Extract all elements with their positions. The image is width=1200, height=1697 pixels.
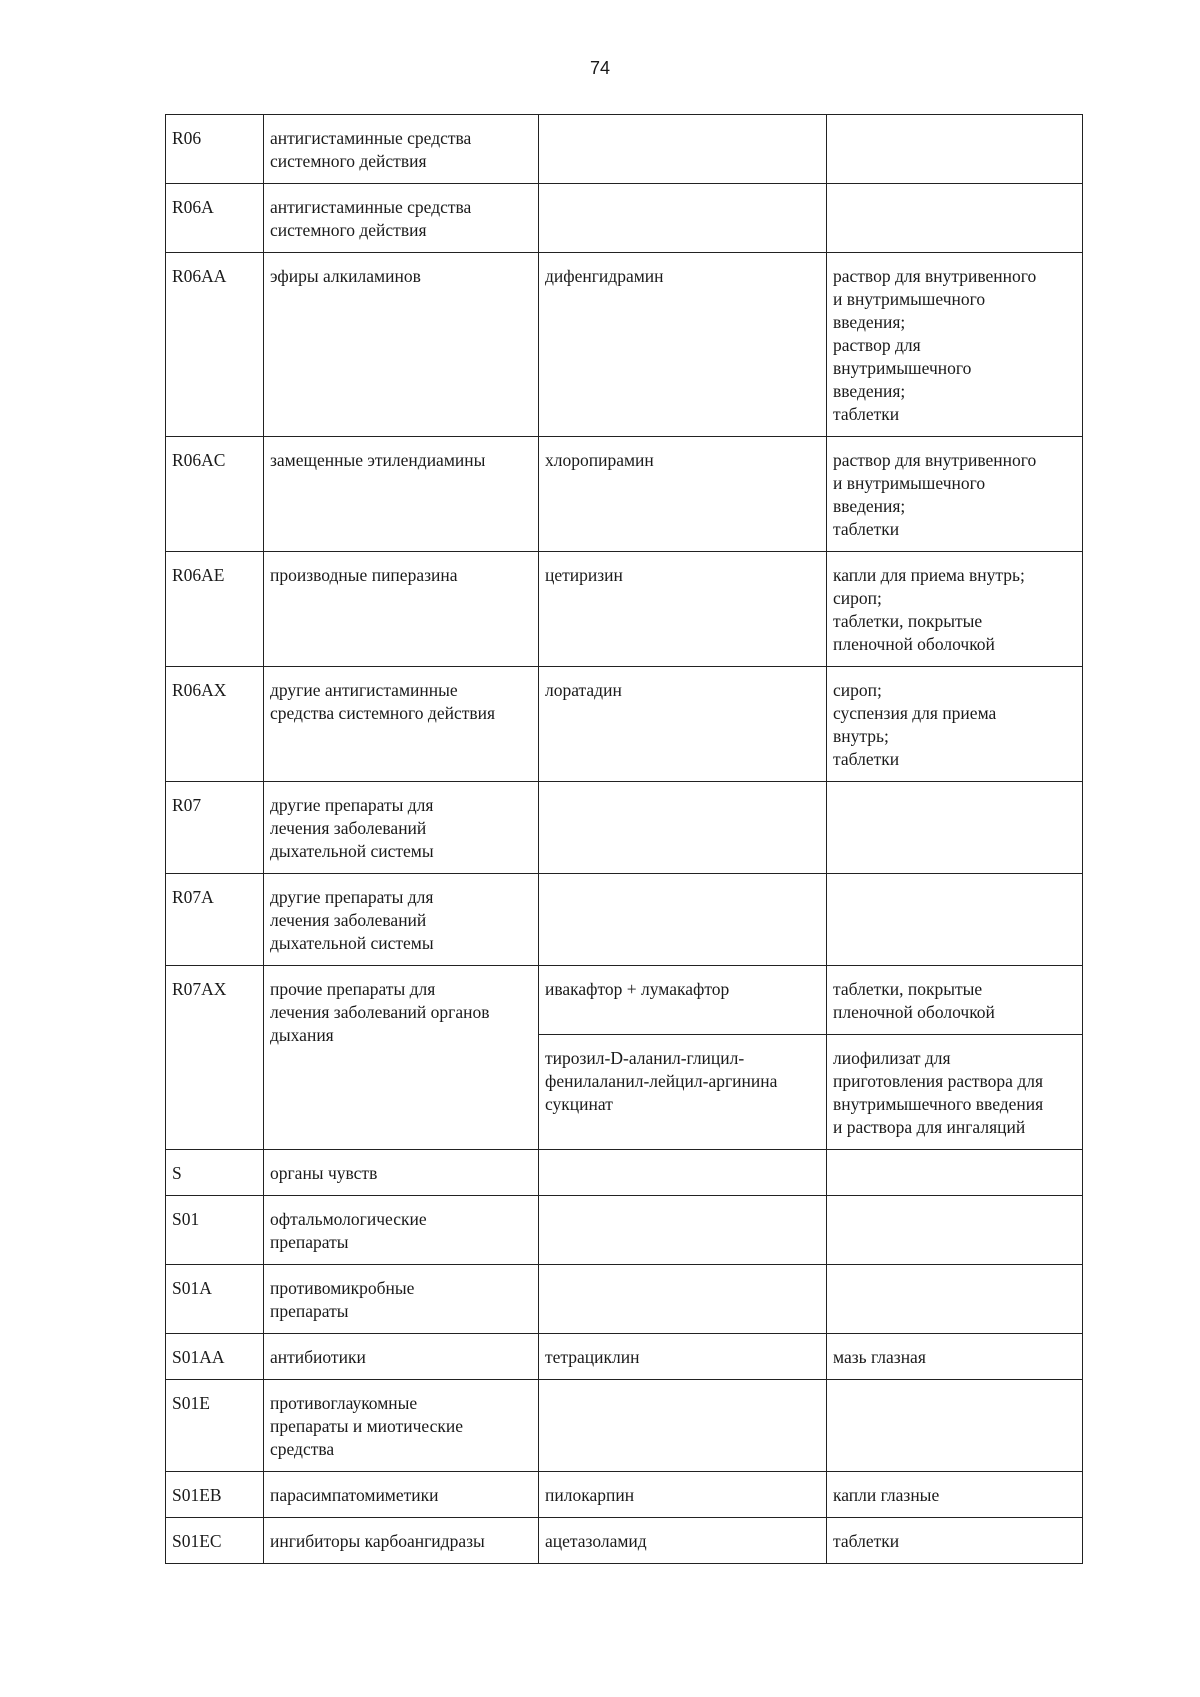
group-name-cell-line: системного действия (270, 220, 427, 240)
dosage-form-cell-line: мазь глазная (833, 1347, 926, 1367)
dosage-form-cell (827, 1196, 1083, 1265)
drug-name-cell (539, 1196, 827, 1265)
table-row (166, 1472, 1083, 1518)
group-name-cell-line: лечения заболеваний органов (270, 1002, 490, 1022)
group-name-cell-line: препараты и миотические (270, 1416, 463, 1436)
table-row (166, 1150, 1083, 1196)
dosage-form-cell-line: сироп; (833, 588, 882, 608)
dosage-form-cell-line: и внутримышечного (833, 473, 986, 493)
group-name-cell (264, 1380, 539, 1472)
dosage-form-cell-line: приготовления раствора для (833, 1071, 1043, 1091)
group-name-cell-line: препараты (270, 1301, 349, 1321)
dosage-form-cell (827, 1334, 1083, 1380)
atc-code-cell-line: S01EC (172, 1531, 222, 1551)
dosage-form-cell (827, 1150, 1083, 1196)
atc-code-cell (166, 667, 264, 782)
group-name-cell-line: лечения заболеваний (270, 910, 427, 930)
atc-code-cell (166, 1334, 264, 1380)
group-name-cell (264, 1334, 539, 1380)
group-name-cell-line: системного действия (270, 151, 427, 171)
group-name-cell-line: антигистаминные средства (270, 128, 472, 148)
dosage-form-cell (827, 667, 1083, 782)
group-name-cell (264, 1472, 539, 1518)
dosage-form-cell (827, 253, 1083, 437)
drug-name-cell (539, 1518, 827, 1564)
drug-name-cell-line: сукцинат (545, 1094, 613, 1114)
drug-name-cell (539, 782, 827, 874)
atc-code-cell (166, 437, 264, 552)
drug-name-cell-line: хлоропирамин (545, 450, 654, 470)
drug-name-cell (539, 115, 827, 184)
group-name-cell (264, 1265, 539, 1334)
table-row (166, 1265, 1083, 1334)
dosage-form-cell-line: внутримышечного (833, 358, 972, 378)
group-name-cell-line: противомикробные (270, 1278, 415, 1298)
dosage-form-cell-line: капли глазные (833, 1485, 940, 1505)
group-name-cell (264, 874, 539, 966)
atc-code-cell (166, 782, 264, 874)
drug-name-cell (539, 1472, 827, 1518)
atc-code-cell (166, 1472, 264, 1518)
dosage-form-cell-line: таблетки (833, 519, 900, 539)
dosage-form-cell (827, 1035, 1083, 1150)
dosage-form-cell-line: лиофилизат для (833, 1048, 951, 1068)
atc-code-cell (166, 1150, 264, 1196)
dosage-form-cell (827, 552, 1083, 667)
group-name-cell-line: противоглаукомные (270, 1393, 418, 1413)
dosage-form-cell-line: таблетки, покрытые (833, 979, 983, 999)
atc-code-cell-line: S01EB (172, 1485, 222, 1505)
atc-code-cell-line: S01E (172, 1393, 210, 1413)
dosage-form-cell-line: раствор для внутривенного (833, 266, 1037, 286)
dosage-form-cell (827, 1472, 1083, 1518)
group-name-cell-line: другие препараты для (270, 887, 434, 907)
dosage-form-cell-line: пленочной оболочкой (833, 634, 995, 654)
atc-code-cell (166, 966, 264, 1150)
drug-name-cell-line: фенилаланил-лейцил-аргинина (545, 1071, 778, 1091)
dosage-form-cell-line: введения; (833, 496, 906, 516)
table-row (166, 667, 1083, 782)
drug-name-cell (539, 184, 827, 253)
atc-code-cell-line: R06AX (172, 680, 227, 700)
group-name-cell-line: дыхания (270, 1025, 334, 1045)
atc-code-cell-line: S01 (172, 1209, 200, 1229)
group-name-cell-line: антигистаминные средства (270, 197, 472, 217)
atc-code-cell (166, 1196, 264, 1265)
group-name-cell (264, 667, 539, 782)
table-row (166, 1196, 1083, 1265)
table-row (166, 253, 1083, 437)
group-name-cell-line: замещенные этилендиамины (270, 450, 486, 470)
dosage-form-cell-line: суспензия для приема (833, 703, 997, 723)
atc-code-cell (166, 1380, 264, 1472)
atc-code-cell-line: R06AA (172, 266, 227, 286)
dosage-form-cell-line: раствор для (833, 335, 921, 355)
group-name-cell-line: средства системного действия (270, 703, 496, 723)
group-name-cell-line: дыхательной системы (270, 933, 434, 953)
group-name-cell-line: эфиры алкиламинов (270, 266, 421, 286)
table-row (166, 874, 1083, 966)
dosage-form-cell-line: таблетки (833, 404, 900, 424)
atc-code-cell (166, 253, 264, 437)
dosage-form-cell-line: введения; (833, 381, 906, 401)
drug-name-cell (539, 552, 827, 667)
dosage-form-cell (827, 782, 1083, 874)
dosage-form-cell (827, 874, 1083, 966)
group-name-cell (264, 552, 539, 667)
drug-name-cell-line: тетрациклин (545, 1347, 640, 1367)
dosage-form-cell (827, 966, 1083, 1035)
group-name-cell (264, 1196, 539, 1265)
dosage-form-cell (827, 184, 1083, 253)
group-name-cell-line: ингибиторы карбоангидразы (270, 1531, 485, 1551)
table-row (166, 552, 1083, 667)
dosage-form-cell-line: внутримышечного введения (833, 1094, 1044, 1114)
atc-code-cell-line: R07AX (172, 979, 227, 999)
table-row (166, 437, 1083, 552)
group-name-cell (264, 966, 539, 1150)
dosage-form-cell (827, 1518, 1083, 1564)
atc-code-cell-line: R06A (172, 197, 214, 217)
group-name-cell-line: органы чувств (270, 1163, 378, 1183)
dosage-form-cell-line: сироп; (833, 680, 882, 700)
atc-code-cell (166, 552, 264, 667)
dosage-form-cell (827, 115, 1083, 184)
group-name-cell-line: офтальмологические (270, 1209, 427, 1229)
group-name-cell (264, 1518, 539, 1564)
drug-name-cell-line: ивакафтор + лумакафтор (545, 979, 730, 999)
table-row (166, 184, 1083, 253)
dosage-form-cell (827, 1380, 1083, 1472)
drug-name-cell (539, 437, 827, 552)
group-name-cell (264, 1150, 539, 1196)
drug-name-cell (539, 1334, 827, 1380)
drug-name-cell (539, 1035, 827, 1150)
drug-name-cell-line: ацетазоламид (545, 1531, 647, 1551)
dosage-form-cell-line: введения; (833, 312, 906, 332)
dosage-form-cell-line: таблетки (833, 749, 900, 769)
dosage-form-cell (827, 1265, 1083, 1334)
table-row (166, 1334, 1083, 1380)
atc-code-cell-line: R06AE (172, 565, 225, 585)
group-name-cell (264, 253, 539, 437)
dosage-form-cell-line: капли для приема внутрь; (833, 565, 1025, 585)
drug-name-cell-line: тирозил-D-аланил-глицил- (545, 1048, 745, 1068)
atc-code-cell (166, 184, 264, 253)
group-name-cell-line: препараты (270, 1232, 349, 1252)
group-name-cell-line: антибиотики (270, 1347, 366, 1367)
drug-name-cell (539, 667, 827, 782)
page-number: 74 (589, 58, 611, 78)
dosage-form-cell-line: раствор для внутривенного (833, 450, 1037, 470)
drug-table (165, 114, 1083, 1564)
drug-name-cell (539, 1150, 827, 1196)
group-name-cell (264, 184, 539, 253)
group-name-cell-line: парасимпатомиметики (270, 1485, 439, 1505)
drug-name-cell (539, 966, 827, 1035)
group-name-cell-line: другие препараты для (270, 795, 434, 815)
atc-code-cell-line: R07 (172, 795, 202, 815)
atc-code-cell-line: S (172, 1163, 182, 1183)
group-name-cell (264, 115, 539, 184)
dosage-form-cell (827, 437, 1083, 552)
drug-name-cell-line: дифенгидрамин (545, 266, 664, 286)
dosage-form-cell-line: и внутримышечного (833, 289, 986, 309)
table-row (166, 1380, 1083, 1472)
atc-code-cell-line: R07A (172, 887, 214, 907)
dosage-form-cell-line: внутрь; (833, 726, 889, 746)
group-name-cell-line: прочие препараты для (270, 979, 436, 999)
group-name-cell (264, 437, 539, 552)
atc-code-cell (166, 115, 264, 184)
table-row (166, 115, 1083, 184)
group-name-cell-line: другие антигистаминные (270, 680, 458, 700)
dosage-form-cell-line: и раствора для ингаляций (833, 1117, 1026, 1137)
atc-code-cell-line: R06AC (172, 450, 226, 470)
table-row (166, 1518, 1083, 1564)
atc-code-cell (166, 1518, 264, 1564)
group-name-cell-line: производные пиперазина (270, 565, 458, 585)
atc-code-cell (166, 1265, 264, 1334)
drug-name-cell (539, 1380, 827, 1472)
atc-code-cell-line: R06 (172, 128, 202, 148)
table-row (166, 782, 1083, 874)
drug-name-cell (539, 1265, 827, 1334)
atc-code-cell-line: S01A (172, 1278, 212, 1298)
drug-name-cell (539, 874, 827, 966)
group-name-cell-line: дыхательной системы (270, 841, 434, 861)
atc-code-cell-line: S01AA (172, 1347, 225, 1367)
group-name-cell-line: средства (270, 1439, 335, 1459)
table-row (166, 966, 1083, 1035)
drug-name-cell-line: цетиризин (545, 565, 623, 585)
drug-name-cell (539, 253, 827, 437)
atc-code-cell (166, 874, 264, 966)
dosage-form-cell-line: таблетки, покрытые (833, 611, 983, 631)
group-name-cell (264, 782, 539, 874)
group-name-cell-line: лечения заболеваний (270, 818, 427, 838)
drug-name-cell-line: пилокарпин (545, 1485, 635, 1505)
table-body (166, 115, 1083, 1564)
dosage-form-cell-line: таблетки (833, 1531, 900, 1551)
dosage-form-cell-line: пленочной оболочкой (833, 1002, 995, 1022)
drug-name-cell-line: лоратадин (545, 680, 622, 700)
